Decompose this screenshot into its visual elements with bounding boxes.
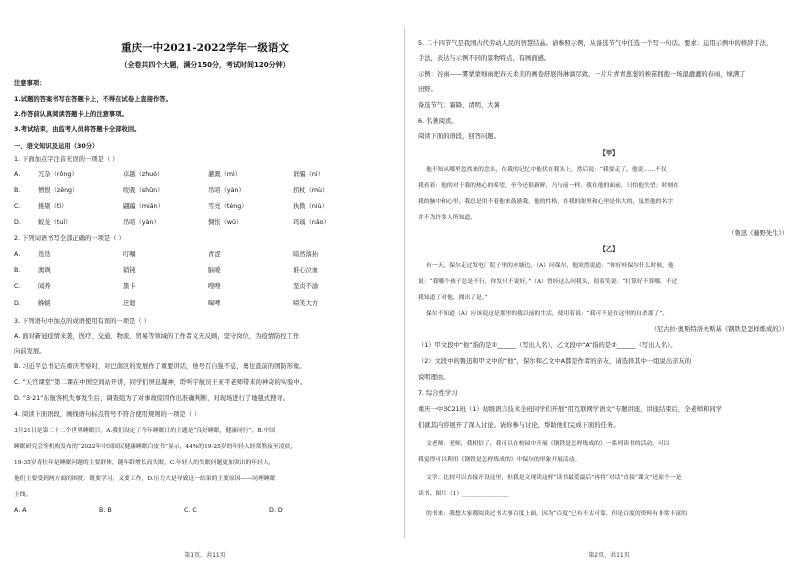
passage-yi-line: 我知道了对他，拥出了是。” [418,295,488,301]
section7-heading: 7. 综合性学习 [418,390,458,397]
q1-option-row: B. 憎恨（zēng） 吮吸（shǔn） 吊唁（yàn） 拐杖（mù） [14,187,329,194]
q3-stem: 3. 下列语句中加点的成语使用有误的一项是（ ） [14,318,150,325]
q1-stem: 1. 下面加点字注音无误的一项是（ ） [14,156,119,163]
passage-jia-line: 我看着：他的对于我的热心的希望，至今还很新鲜，乃与前一样。我在他的面前，只怕他失望；时刻在 [418,183,679,189]
q4-passage-line: 19-35岁青壮年是睡眠问题的主要群体，随年龄增长而失眠，C.年轻人的失眠问题更加突出的年轻人， [14,460,275,466]
exam-subtitle: （全卷共四个大题，满分150分，考试时间120分钟） [120,61,290,69]
section6-intro: 阅读下面的语段，回答问题。 [418,133,500,140]
passage-yi-source: （尼古拉·奥斯特洛夫斯基《钢铁是怎样炼成的》） [650,326,788,333]
notes-heading: 注意事项： [14,80,46,87]
section7-line: 我觉得可以利用《钢铁是怎样炼成的》中保尔的形象开展活动。 [418,457,581,463]
q4-passage-line: 睡眠研究会等机构发布的“2022年中国国民健康睡眠白皮书”显示，44%的19-25岁的年轻人经常熬夜至凌晨， [14,444,297,450]
passage-jia-line: 并不为许多人所知道。 [418,215,476,221]
q4-option-row: A. A B. B C. C D. D [14,507,283,514]
q1-option-row: C. 挑剔（tì） 翩蹁（mián） 雪亮（téng） 执拗（niù） [14,203,328,210]
q5-line: 田野。 [418,86,437,93]
q2-option-row: D. 蜂螃 迂迴 嗥啤 啼笑大方 [14,300,319,307]
passage-yi-line: 保尔不知道（A）应该说这是那里的我以前的生活，使用着说：“我可不是在这里的自杀那了”。 [426,311,668,317]
q4-passage-line: 主线。 [14,492,32,498]
passage-jia-line: 他不知从哪里忽然来的念头，在我的记忆中他伏在我头上，然后说：“我要走了。他说……不仅 [426,167,667,173]
section7-line: 重庆一中3C21班（1）初级语言技术全班同学们开展“用互联网学语文”专题讲座，讲座结束后，全老师和同学 [418,406,723,413]
q5-line: 手法，表达与示例不同的景物特点，有画面感。 [418,55,551,62]
passage-jia-label: 【甲】 [599,150,619,157]
q5-line: 示例：谷雨——雾蒙蒙细雨把春天柔美的画卷舒展得淋漓尽致，一片片青青葱葱的秧苗拥抱一场湿漉漉的春雨，绿满了 [418,71,746,78]
q6-line: 说明理由。 [418,374,450,381]
passage-yi-line: 说：“我哪个孩子总是不行，你发只不说好。”（A）曾经这么问我头，很着笑说：“打算好不算哪，不过 [418,279,678,285]
section7-line: 文老师：老师，我相信了，我可以在校园中开展《钢铁是怎样炼成的》一系列读书的活动，可以 [426,441,670,447]
note-item: 1.试题的答案书写在答题卡上，不得在试卷上直接作答。 [14,96,172,103]
passage-yi-label: 【乙】 [599,246,619,253]
q4-passage-line: 他们主要受到两方面的困扰：既要学习，又要工作，D.压力大是导致这一结果的主要原因——同理睡眠 [14,476,276,482]
q1-option-row: A. 冗杂（rǒng） 卓越（zhuó） 灌溉（mì） 诓骗（nì） [14,171,324,178]
note-item: 3.考试结束，由监考人员将答题卡全部收回。 [14,126,141,133]
passage-jia-line: 我的脑中和心里。我总是用不着他来鼓励我，他的性格，在我的眼里和心里是伟大的，虽然他的名字 [418,199,674,205]
section7-line: 文学：比较可以直接开设这里，但我是文现读这样“读书最爱最后”再将“对话”直接“课文”还原个一是 [426,475,682,481]
q3-line: D. “3·21”东航客机失事发生后，调查组为了对事故原因作出准确判断，对现场进行了地毯式搜寻。 [14,395,289,402]
q5-line: 5. 二十四节气是我国古代劳动人民的智慧结晶。请参照示例，从备选节气中任选一个写一句话。要求：运用示例中的修辞手法， [418,40,773,47]
page-number-right: 第2页，共11页 [588,552,630,559]
note-item: 2.作答前认真阅读答题卡上的注意事项。 [14,111,128,118]
q2-option-row: B. 澳飒 销钝 脑暖 谁心泣血 [14,267,319,274]
q3-line: B. 习近平总书记在重庆考察时，对巴南区的发展作了重要讲话，他号召自强不息，勇往直前的国防形象。 [14,363,306,370]
passage-yi-line: 有一天，保尔走过发电厂院子里的水塘边。（A）问保尔，他突然说道：“你好哇保尔什么时候，他 [426,263,674,269]
q6-line: （2）文段中的鲁迅和甲文中的“他”，保尔和乙文中A都是作者的亲友，请选择其中一组说出亲友的 [418,358,692,365]
passage-jia-source: （鲁迅《藤野先生》） [728,230,788,237]
q1-option-row: D. 蛟龙（tuí） 吊唁（yàn） 惆怅（wǔ） 玛瑙（nǎo） [14,219,330,226]
q3-line: C. “天宫课堂”第二课在中国空间站开讲，同学们屏息凝神，聆听宇航员王亚平老师带来的神奇的实验中。 [14,379,306,386]
q2-option-row: A. 迭迭 叮嘱 青涩 暗然落拓 [14,251,319,258]
column-divider [404,28,405,538]
q5-line: 备选节气：霜降、清明、大暑 [418,102,500,109]
page-number-left: 第1页，共11页 [184,552,226,559]
section1-heading: 一、语文知识及运用（30分） [14,143,99,150]
q3-line: A. 面对新冠疫情来袭，医疗、交通、物流、贸易等领域的工作者义无反顾，坚守岗位，为疫情防控工作 [14,333,300,340]
q4-stem: 4. 阅读下面语段，画线语句标点符号不符合使用规则的一项是（ ） [14,411,201,418]
q3-line: 向前发展。 [14,348,46,355]
section7-line: 读书。图片（1）________________ [418,491,509,497]
section7-line: 们就其内容展开了深入讨论。请你参与讨论，帮助他们完成下面的任务。 [418,422,620,429]
q2-stem: 2. 下列词语书写全部正确的一项是（ ） [14,235,125,242]
q4-passage-line: 3月21日是第二十二个世界睡眠日，A.我们设定了今年睡眠日的主题是“良好睡眠，健康同行”。B.中国 [14,428,275,434]
q2-option-row: C. 闻养 黑卡 嗖嗖 坚贞不渝 [14,283,319,290]
section6-heading: 6. 名著阅读。 [418,118,458,125]
q6-line: （1）甲文段中“他”指的是①______（写出人名），乙文段中“A”指的是②______（写出人名）。 [418,342,677,349]
right-column [418,0,794,562]
left-column [14,0,396,562]
exam-title: 重庆一中2021-2022学年一级语文 [121,42,289,54]
section7-line: 的书来：我想大家都阅读过书大事百度上面，因为“百度”已有不太可靠，但是百度的资料有非常丰富的 [426,511,687,517]
